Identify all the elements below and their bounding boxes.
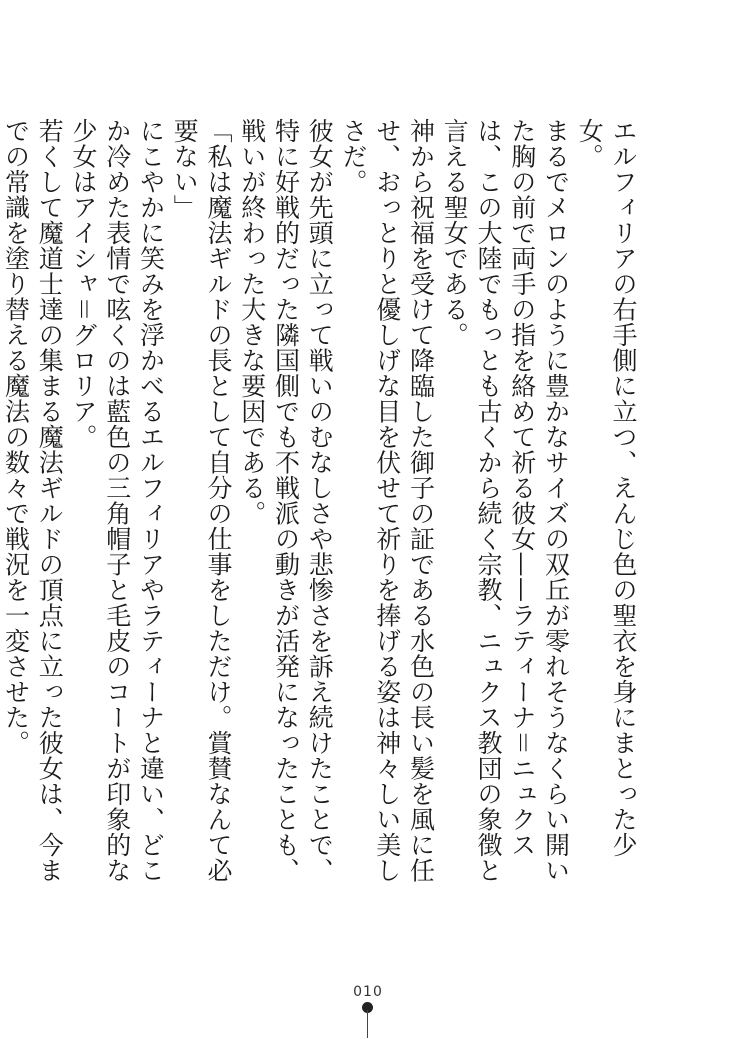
page-number: 010 xyxy=(353,984,383,1000)
body-text xyxy=(1,118,640,898)
paragraph: にこやかに笑みを浮かべるエルフィリアやラティーナと違い、どこか冷めた表情で呟くのは藍色の三角帽子と毛皮のコートが印象的な少女はアイシャ＝グロリア。 xyxy=(69,118,166,883)
paragraph: エルフィリアの右手側に立つ、えんじ色の聖衣を身にまとった少女。 xyxy=(575,118,638,858)
paragraph: 若くして魔道士達の集まる魔法ギルドの頂点に立った彼女は、今までの常識を塗り替える魔法の数々で戦況を一変させた。 xyxy=(1,118,65,883)
folio-line xyxy=(367,1010,368,1038)
paragraph: 「私は魔法ギルドの長として自分の仕事をしただけ。賞賛なんて必要ない」 xyxy=(170,118,233,883)
paragraph: 彼女が先頭に立って戦いのむなしさや悲惨さを訴え続けたことで、特に好戦的だった隣国側でも不戦派の動きが活発になったことも、戦いが終わった大きな要因である。 xyxy=(237,118,335,883)
paragraph: まるでメロンのように豊かなサイズの双丘が零れそうなくらい開いた胸の前で両手の指を絡めて祈る彼女——ラティーナ＝ニュクスは、この大陸でもっとも古くから続く宗教、ニュクス教団の象徴と言える聖女である。 xyxy=(440,118,571,883)
paragraph: 神から祝福を受けて降臨した御子の証である水色の長い髪を風に任せ、おっとりと優しげな目を伏せて祈りを捧げる姿は神々しい美しさだ。 xyxy=(339,118,436,883)
